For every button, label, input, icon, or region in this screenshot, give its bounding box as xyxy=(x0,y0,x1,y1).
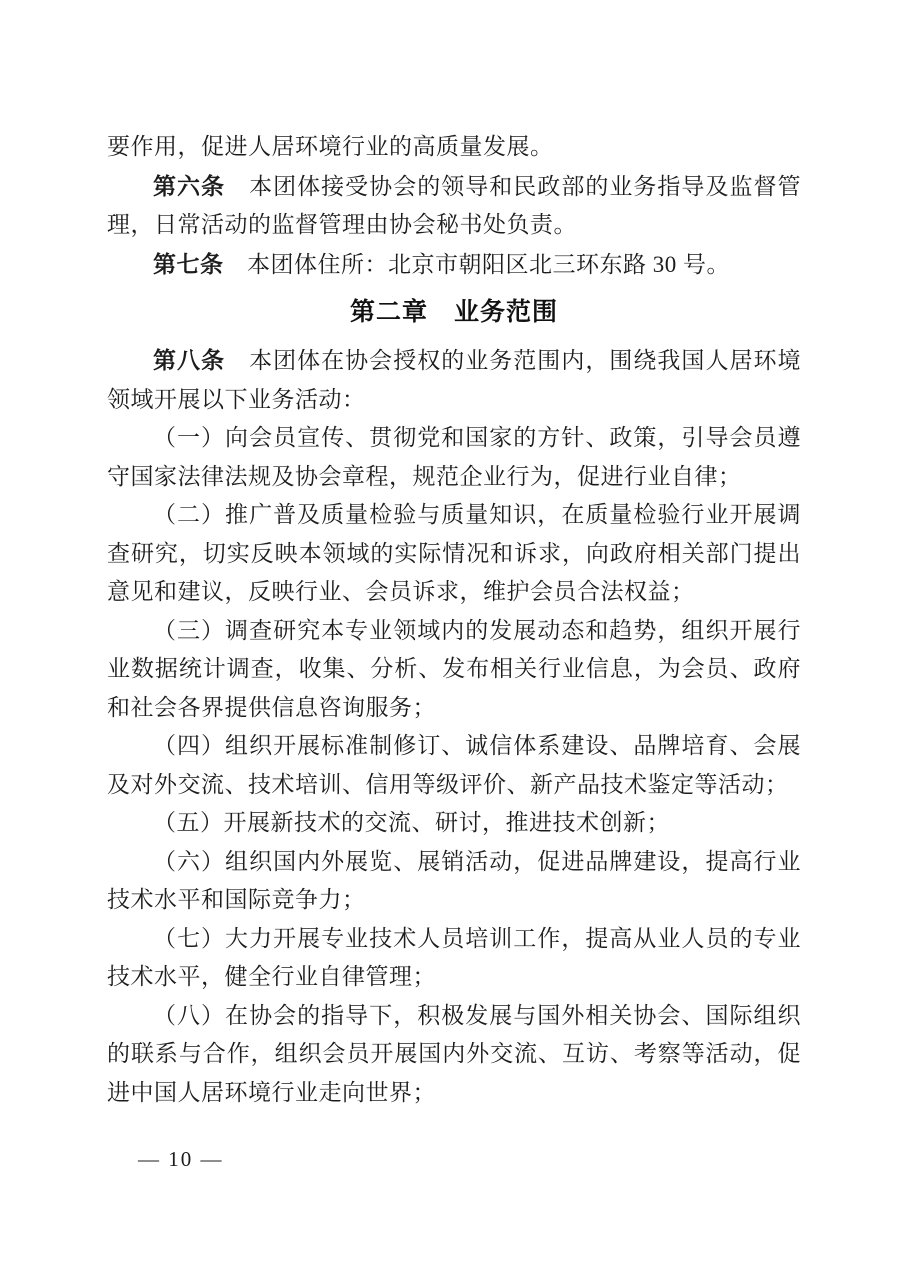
body-text-run: 本团体在协会授权的业务范围内，围绕我国人居环境领域开展以下业务活动： xyxy=(107,348,802,412)
body-text-run: 本团体接受协会的领导和民政部的业务指导及监督管理，日常活动的监督管理由协会秘书处负责。 xyxy=(107,173,802,237)
list-item-paragraph xyxy=(107,727,801,804)
body-text-run: （六）组织国内外展览、展销活动，促进品牌建设，提高行业技术水平和国际竞争力； xyxy=(107,848,801,912)
body-text-run: （八）在协会的指导下，积极发展与国外相关协会、国际组织的联系与合作，组织会员开展国内外交流、互访、考察等活动，促进中国人居环境行业走向世界； xyxy=(107,1002,801,1105)
page-number: — 10 — xyxy=(138,1147,224,1171)
body-text-run: （五）开展新技术的交流、研讨，推进技术创新； xyxy=(153,810,670,835)
article-number-label: 第六条 xyxy=(153,172,226,199)
body-text-run: （一）向会员宣传、贯彻党和国家的方针、政策，引导会员遵守国家法律法规及协会章程，规范企业行为，促进行业自律； xyxy=(107,425,801,489)
list-item-paragraph xyxy=(107,612,801,728)
article-paragraph xyxy=(107,245,801,285)
list-item-paragraph xyxy=(107,997,801,1113)
article-paragraph xyxy=(107,341,801,419)
article-number-label: 第八条 xyxy=(153,347,226,373)
body-text-run: 本团体住所：北京市朝阳区北三环东路 30 号。 xyxy=(223,251,730,277)
article-number-label: 第七条 xyxy=(153,250,224,277)
body-text-run: （三）调查研究本专业领域内的发展动态和趋势，组织开展行业数据统计调查，收集、分析、发布相关行业信息，为会员、政府和社会各界提供信息咨询服务； xyxy=(107,617,801,720)
list-item-paragraph xyxy=(107,496,801,612)
list-item-paragraph xyxy=(107,804,801,843)
body-text-run: （二）推广普及质量检验与质量知识，在质量检验行业开展调查研究，切实反映本领域的实际情况和诉求，向政府相关部门提出意见和建议，反映行业、会员诉求，维护会员合法权益； xyxy=(107,502,801,604)
article-paragraph xyxy=(107,167,801,245)
body-text-run: （四）组织开展标准制修订、诚信体系建设、品牌培育、会展及对外交流、技术培训、信用等级评价、新产品技术鉴定等活动； xyxy=(107,733,801,797)
list-item-paragraph xyxy=(107,843,801,920)
body-text-run: （七）大力开展专业技术人员培训工作，提高从业人员的专业技术水平，健全行业自律管理； xyxy=(107,925,801,989)
list-item-paragraph xyxy=(107,419,801,496)
document-body xyxy=(107,128,801,1112)
chapter-title-text: 第二章 业务范围 xyxy=(349,298,558,326)
list-item-paragraph xyxy=(107,920,801,997)
chapter-heading xyxy=(107,293,801,331)
continuation-paragraph xyxy=(107,128,801,167)
body-text-run: 要作用，促进人居环境行业的高质量发展。 xyxy=(107,134,554,159)
page-footer xyxy=(138,1146,224,1172)
